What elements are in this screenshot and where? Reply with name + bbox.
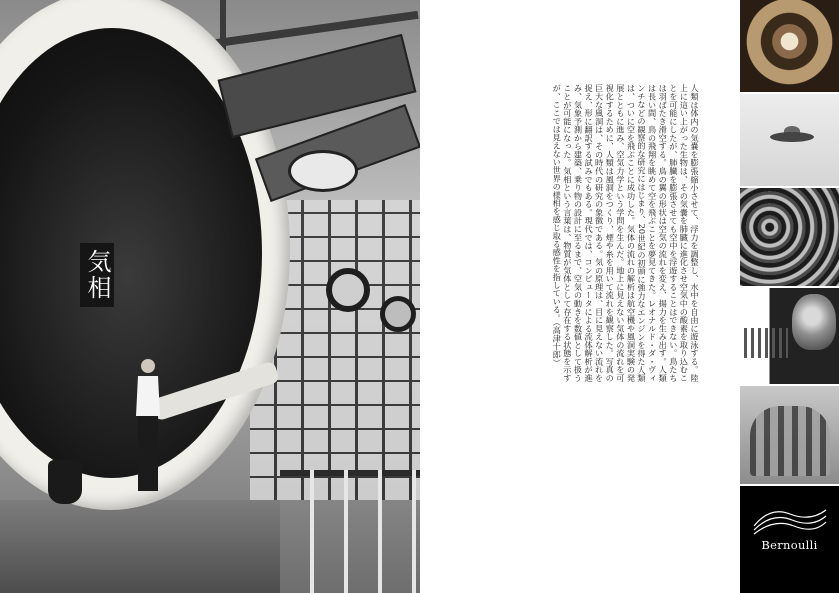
biplane-wheel	[326, 268, 370, 312]
brand-name: Bernoulli	[761, 538, 818, 552]
thumbnail-strip	[740, 0, 839, 593]
biplane-wheel-rear	[380, 296, 416, 332]
wave-logo-icon	[750, 500, 830, 536]
brand-panel[interactable]	[740, 486, 839, 593]
procession-figures	[750, 406, 830, 476]
thumb-singing-monk[interactable]	[740, 288, 839, 384]
thumb-procession-illustration[interactable]	[740, 386, 839, 484]
star-roundel-icon	[288, 150, 358, 192]
thumb-flying-saucer[interactable]	[740, 94, 839, 186]
saucer-body	[770, 132, 814, 142]
monk-face	[792, 294, 836, 350]
standing-man	[128, 356, 168, 496]
floor	[0, 500, 280, 593]
article-body: 人類は体内の気嚢を膨張縮小させて、浮力を調整し、水中を自由に遊泳する。陸上に這い上がった生物は、その気嚢を肺臓に進化させ空気中の酸素を取り込むことを可能にしたが、肺臓を膨張させても空中を浮遊することはできない。鳥たちは羽ばたき滑空する。鳥の翼の形状は空気の流れを変え、揚力を生み出す。人類は長い間、鳥の飛翔を眺めて空を飛ぶことを夢見てきた。レオナルド・ダ・ヴィンチなどの観察的な研究にはじまり、20世紀の初頭に強力なエンジンを得た人類は、ついに空を飛ぶことに成功した。気体の流れの解析は航空機や風洞実験の発展とともに進み、空気力学という学問を生んだ。地上に見えない気体の流れを可視化するために、人類は風洞をつくり、煙や糸を用いて流れを観察した。写真の巨大な風洞は、その時代の研究の象徴である。気の原理は、目に見えない流れを捉え、形に翻訳する試みでもある。現代では、コンピュータによる流体解析が進み、気象予測から建築、乗り物の設計に至るまで、空気の動きを数値として扱うことが可能になった。気相という言葉は、物質が気体として存在する状態を示すが、ここでは見えない世界の様相を感じ取る感性を指している。（高津十郎）	[552, 84, 700, 382]
article-page	[420, 0, 740, 593]
thumb-demon-painting[interactable]	[740, 0, 839, 92]
spread-title: 気相	[80, 243, 114, 307]
meditating-figures	[744, 328, 788, 358]
scaffolding	[280, 470, 420, 593]
floor-lamp	[48, 460, 82, 504]
thumb-swirl-painting[interactable]	[740, 188, 839, 286]
